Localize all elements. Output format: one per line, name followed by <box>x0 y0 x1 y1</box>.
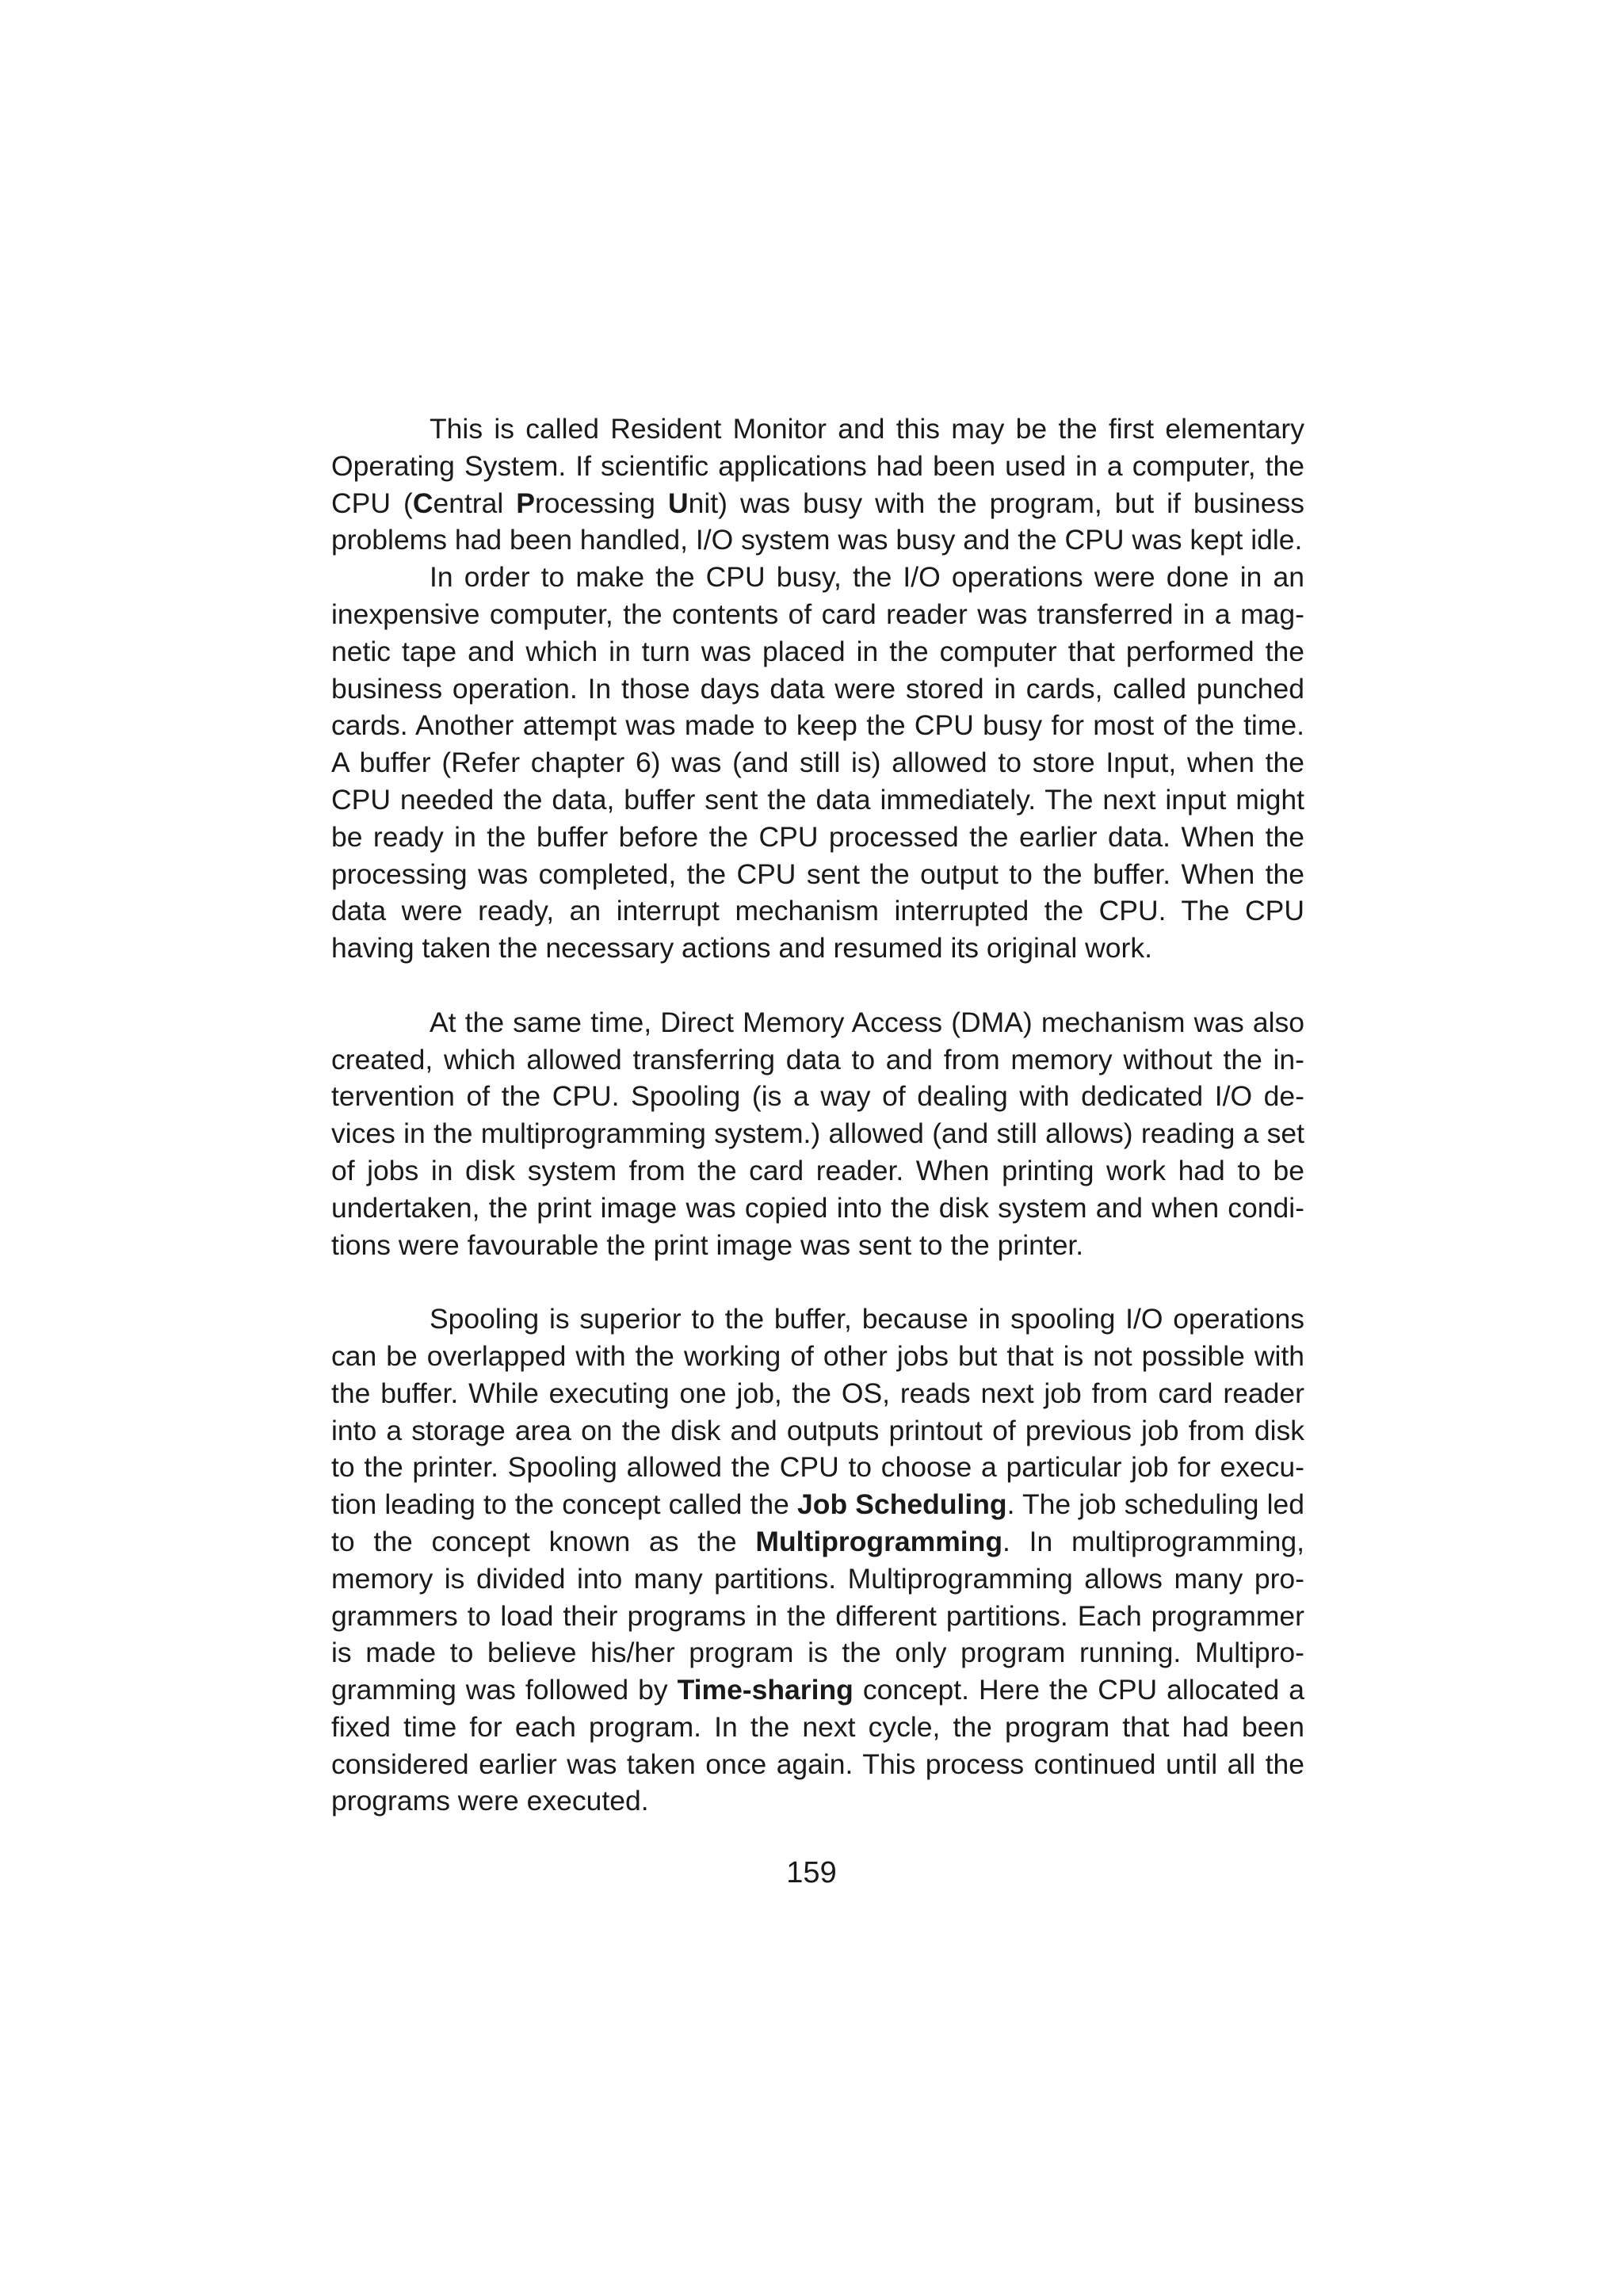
paragraph-text: rocessing <box>534 487 668 519</box>
paragraph-gap <box>331 967 1304 1004</box>
bold-letter: C <box>412 487 433 519</box>
paragraph-text: Spooling is superior to the buffer, because in spooling I/O operations can be overlapped with the working of other jobs but that is not possible with the buffer. While executing one job, the OS, reads next job from card reader into a storage area on the disk and outputs printout of previous job from disk to the printer. Spooling allowed the CPU to choose a particular job for execution leading to the concept called the <box>331 1303 1304 1521</box>
bold-term-time-sharing: Time-sharing <box>677 1674 854 1706</box>
paragraph-text: concept. Here the CPU allocated a fixed time for each program. In the next cycle, the program that had been considered earlier was taken once again. This process continued until all the programs were executed. <box>331 1674 1304 1817</box>
paragraph-resident-monitor <box>331 411 1304 559</box>
paragraph-dma: At the same time, Direct Memory Access (DMA) mechanism was also created, which allowed transferring data to and from memory without the intervention of the CPU. Spooling (is a way of dealing with dedicated I/O devices in the multiprogramming system.) allowed (and still allows) reading a set of jobs in disk system from the card reader. When printing work had to be undertaken, the print image was copied into the disk system and when conditions were favourable the print image was sent to the printer. <box>331 1006 1304 1261</box>
paragraph-text: . The job scheduling led to the concept known as the <box>331 1488 1305 1557</box>
paragraph-text: entral <box>433 487 517 519</box>
bold-letter: P <box>516 487 535 519</box>
paragraph-gap <box>331 1263 1304 1301</box>
paragraph-text: nit) was busy with the program, but if business problems had been handled, I/O system was busy and the CPU was kept idle. <box>331 487 1305 556</box>
body-text <box>331 411 1304 1820</box>
paragraph-cpu-busy: In order to make the CPU busy, the I/O operations were done in an inexpensive computer, the contents of card reader was transferred in a magnetic tape and which in turn was placed in the computer that performed the business operation. In those days data were stored in cards, called punched cards. Another attempt was made to keep the CPU busy for most of the time. A buffer (Refer chapter 6) was (and still is) allowed to store Input, when the CPU needed the data, buffer sent the data immediately. The next input might be ready in the buffer before the CPU processed the earlier data. When the processing was completed, the CPU sent the output to the buffer. When the data were ready, an interrupt mechanism interrupted the CPU. The CPU having taken the necessary actions and resumed its original work. <box>331 561 1304 965</box>
bold-term-job-scheduling: Job Scheduling <box>797 1488 1007 1521</box>
paragraph-spooling <box>331 1301 1304 1820</box>
bold-letter: U <box>667 487 689 519</box>
paragraph-text: This is called Resident Monitor and this may be the first elementary Operating System. If scientific applications had been used in a computer, the CPU ( <box>331 413 1304 519</box>
bold-term-multiprogramming: Multiprogramming <box>755 1525 1003 1557</box>
paragraph-text: . In multiprogramming, memory is divided into many partitions. Multiprogramming allows many programmers to load their programs in the different partitions. Each programmer is made to believe his/her program is the only program running. Multiprogramming was followed by <box>331 1525 1304 1706</box>
page-number: 159 <box>786 1856 837 1889</box>
